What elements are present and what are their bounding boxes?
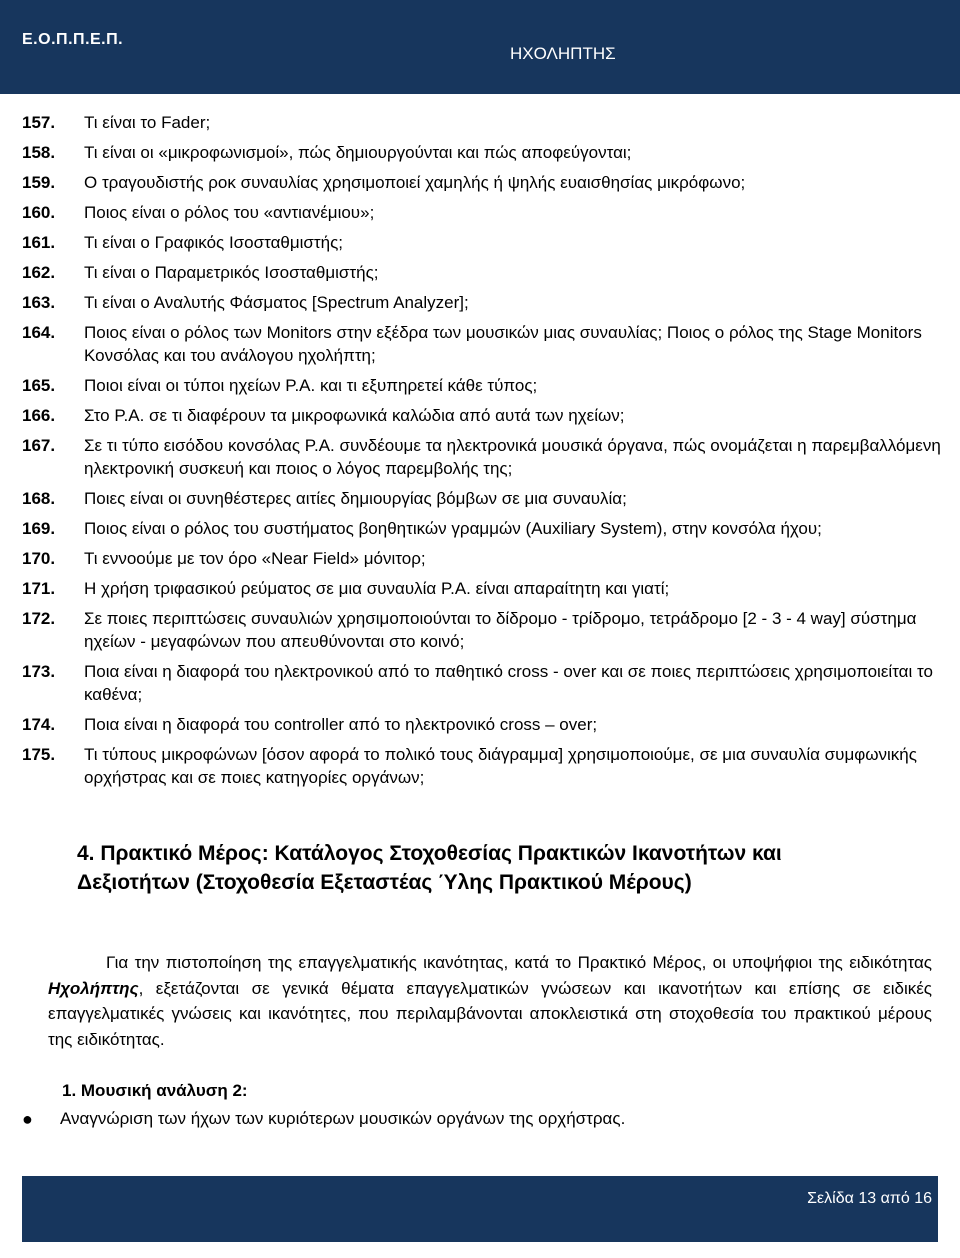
question-text: Ποια είναι η διαφορά του ηλεκτρονικού από το παθητικό cross - over και σε ποιες περιπτώσεις χρησιμοποιείται το καθένα; <box>84 662 933 704</box>
intro-text-after: , εξετάζονται σε γενικά θέματα επαγγελματικών γνώσεων και ικανοτήτων και επίσης σε ειδικές επαγγελματικές γνώσεις και ικανότητες, που περιλαμβάνονται αποκλειστικά στη στοχοθεσία του πρακτικού μέρους της ειδικότητας. <box>48 978 932 1049</box>
question-number: 165. <box>22 376 56 395</box>
question-text: Ποιος είναι ο ρόλος του συστήματος βοηθητικών γραμμών (Auxiliary System), στην κονσόλα ήχου; <box>84 519 822 538</box>
subsection-heading: 1. Μουσική ανάλυση 2: <box>62 1081 248 1100</box>
question-text: Η χρήση τριφασικού ρεύματος σε μια συναυλία Ρ.Α. είναι απαραίτητη και γιατί; <box>84 579 670 598</box>
question-number: 167. <box>22 436 56 455</box>
question-text: Ποιες είναι οι συνηθέστερες αιτίες δημιουργίας βόμβων σε μια συναυλία; <box>84 489 627 508</box>
question-item <box>22 743 942 789</box>
question-text: Τι είναι το Fader; <box>84 113 211 132</box>
question-item <box>22 487 942 510</box>
question-text: Τι τύπους μικροφώνων [όσον αφορά το πολικό τους διάγραμμα] χρησιμοποιούμε, σε μια συναυλία συμφωνικής ορχήστρας και σε ποιες κατηγορίες οργάνων; <box>84 745 917 787</box>
bullet-item <box>22 1109 625 1130</box>
question-item <box>22 201 942 224</box>
intro-text-before: Για την πιστοποίηση της επαγγελματικής ικανότητας, κατά το Πρακτικό Μέρος, οι υποψήφιοι της ειδικότητας <box>106 953 932 972</box>
question-item <box>22 171 942 194</box>
question-number: 166. <box>22 406 56 425</box>
question-number: 169. <box>22 519 56 538</box>
question-item <box>22 111 942 134</box>
question-item <box>22 404 942 427</box>
question-item <box>22 291 942 314</box>
question-number: 163. <box>22 293 56 312</box>
question-number: 173. <box>22 662 56 681</box>
organization-name: Ε.Ο.Π.Π.Ε.Π. <box>22 31 124 48</box>
question-number: 164. <box>22 323 56 342</box>
question-item <box>22 713 942 736</box>
question-text: Τι είναι οι «μικροφωνισμοί», πώς δημιουργούνται και πώς αποφεύγονται; <box>84 143 632 162</box>
question-text: Ο τραγουδιστής ροκ συναυλίας χρησιμοποιεί χαμηλής ή ψηλής ευαισθησίας μικρόφωνο; <box>84 173 746 192</box>
question-item <box>22 141 942 164</box>
question-item <box>22 547 942 570</box>
question-number: 170. <box>22 549 56 568</box>
question-text: Τι είναι ο Αναλυτής Φάσματος [Spectrum Analyzer]; <box>84 293 469 312</box>
question-text: Τι εννοούμε με τον όρο «Near Field» μόνιτορ; <box>84 549 426 568</box>
question-text: Ποιοι είναι οι τύποι ηχείων Ρ.Α. και τι εξυπηρετεί κάθε τύπος; <box>84 376 538 395</box>
question-text: Τι είναι ο Παραμετρικός Ισοσταθμιστής; <box>84 263 379 282</box>
question-number: 157. <box>22 113 56 132</box>
section-title: 4. Πρακτικό Μέρος: Κατάλογος Στοχοθεσίας Πρακτικών Ικανοτήτων και Δεξιοτήτων (Στοχοθεσία Εξεταστέας Ύλης Πρακτικού Μέρους) <box>77 842 782 894</box>
question-item <box>22 374 942 397</box>
question-text: Σε τι τύπο εισόδου κονσόλας Ρ.Α. συνδέουμε τα ηλεκτρονικά μουσικά όργανα, πώς ονομάζεται η παρεμβαλλόμενη ηλεκτρονική συσκευή και ποιος ο λόγος παρεμβολής της; <box>84 436 941 478</box>
question-number: 160. <box>22 203 56 222</box>
page-number: Σελίδα 13 από 16 <box>807 1190 932 1207</box>
question-number: 171. <box>22 579 56 598</box>
question-list <box>22 111 942 796</box>
bullet-icon: ● <box>22 1109 33 1129</box>
page-footer <box>22 1176 938 1242</box>
specialty-name: Ηχολήπτης <box>48 978 139 998</box>
question-text: Τι είναι ο Γραφικός Ισοσταθμιστής; <box>84 233 344 252</box>
question-text: Ποια είναι η διαφορά του controller από το ηλεκτρονικό cross – over; <box>84 715 598 734</box>
question-text: Σε ποιες περιπτώσεις συναυλιών χρησιμοποιούνται το δίδρομο - τρίδρομο, τετράδρομο [2 - 3 - 4 way] σύστημα ηχείων - μεγαφώνων που απευθύνονται στο κοινό; <box>84 609 917 651</box>
document-title: ΗΧΟΛΗΠΤΗΣ <box>510 44 616 63</box>
question-item <box>22 517 942 540</box>
question-text: Στο Ρ.Α. σε τι διαφέρουν τα μικροφωνικά καλώδια από αυτά των ηχείων; <box>84 406 625 425</box>
question-number: 172. <box>22 609 56 628</box>
question-number: 168. <box>22 489 56 508</box>
question-item <box>22 607 942 653</box>
question-number: 161. <box>22 233 56 252</box>
question-number: 158. <box>22 143 56 162</box>
question-text: Ποιος είναι ο ρόλος των Monitors στην εξέδρα των μουσικών μιας συναυλίας; Ποιος ο ρόλος της Stage Monitors Κονσόλας και του ανάλογου ηχολήπτη; <box>84 323 922 365</box>
question-item <box>22 660 942 706</box>
question-item <box>22 577 942 600</box>
intro-paragraph <box>48 950 932 1052</box>
page-header <box>0 0 960 94</box>
question-text: Ποιος είναι ο ρόλος του «αντιανέμιου»; <box>84 203 375 222</box>
question-item <box>22 231 942 254</box>
question-number: 159. <box>22 173 56 192</box>
question-item <box>22 261 942 284</box>
bullet-text: Αναγνώριση των ήχων των κυριότερων μουσικών οργάνων της ορχήστρας. <box>60 1109 626 1128</box>
question-number: 174. <box>22 715 56 734</box>
question-item <box>22 321 942 367</box>
question-number: 162. <box>22 263 56 282</box>
question-item <box>22 434 942 480</box>
question-number: 175. <box>22 745 56 764</box>
